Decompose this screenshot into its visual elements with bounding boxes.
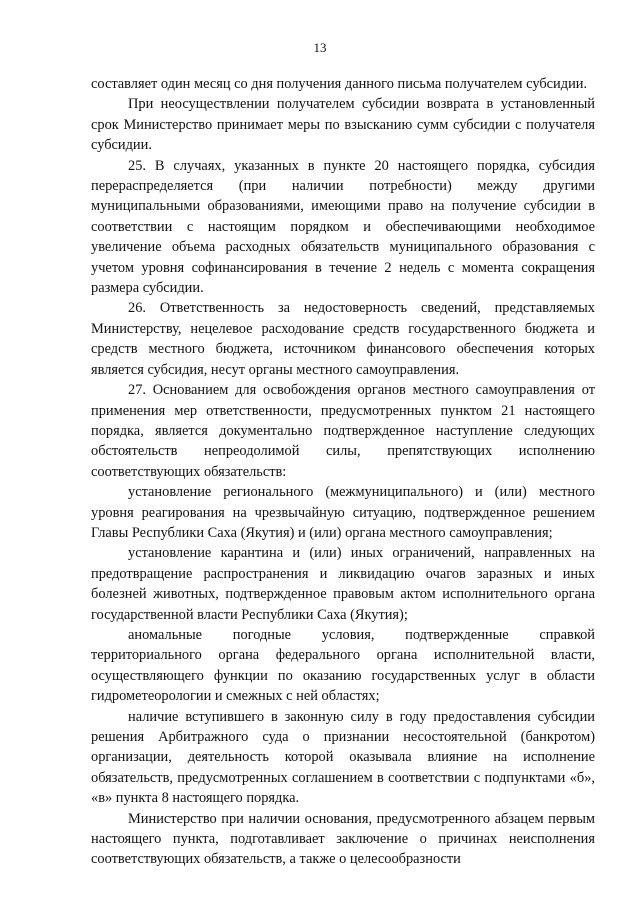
paragraph-clause-27: 27. Основанием для освобождения органов местного самоуправления от применения мер ответственности, предусмотренных пунктом 21 настоящего порядка, является документально подтвержденное наступление следующих обстоятельств непреодолимой силы, препятствующих исполнению соответствующих обязательств: — [91, 382, 595, 480]
paragraph-list-item: установление регионального (межмуниципального) и (или) местного уровня реагирования на чрезвычайную ситуацию, подтвержденное решением Главы Республики Саха (Якутия) и (или) органа местного самоуправления; — [91, 484, 595, 541]
paragraph: Министерство при наличии основания, предусмотренного абзацем первым настоящего пункта, подготавливает заключение о причинах неисполнения соответствующих обязательств, а также о целесообразности — [91, 810, 595, 868]
paragraph-clause-25: 25. В случаях, указанных в пункте 20 настоящего порядка, субсидия перераспределяется (при наличии потребности) между другими муниципальными образованиями, имеющими право на получение субсидии в соответствии с настоящим порядком и обеспечивающими необходимое увеличение объема расходных обязательств муниципального образования с учетом уровня софинансирования в течение 2 недель с момента сокращения размера субсидии. — [91, 157, 595, 297]
document-body — [91, 74, 595, 870]
paragraph-list-item: наличие вступившего в законную силу в году предоставления субсидии решения Арбитражного суда о признании несостоятельной (банкротом) организации, деятельность которой оказывала влияние на исполнение обязательств, предусмотренных соглашением в соответствии с подпунктами «б», «в» пункта 8 настоящего порядка. — [91, 708, 595, 807]
paragraph-list-item: аномальные погодные условия, подтвержденные справкой территориального органа федерального органа исполнительной власти, осуществляющего функции по оказанию государственных услуг в области гидрометеорологии и смежных с ней областях; — [91, 626, 595, 705]
paragraph: При неосуществлении получателем субсидии возврата в установленный срок Министерство принимает меры по взысканию сумм субсидии с получателя субсидии. — [91, 96, 595, 154]
page-number: 13 — [313, 40, 327, 55]
paragraph-clause-26: 26. Ответственность за недостоверность сведений, представляемых Министерству, нецелевое расходование средств государственного бюджета и средств местного бюджета, источником финансового обеспечения которых является субсидия, несут органы местного самоуправления. — [91, 300, 595, 378]
paragraph-continuation: составляет один месяц со дня получения данного письма получателем субсидии. — [91, 76, 588, 92]
paragraph-list-item: установление карантина и (или) иных ограничений, направленных на предотвращение распространения и ликвидацию очагов заразных и иных болезней животных, подтвержденное правовым актом исполнительного органа государственной власти Республики Саха (Якутия); — [91, 545, 595, 623]
